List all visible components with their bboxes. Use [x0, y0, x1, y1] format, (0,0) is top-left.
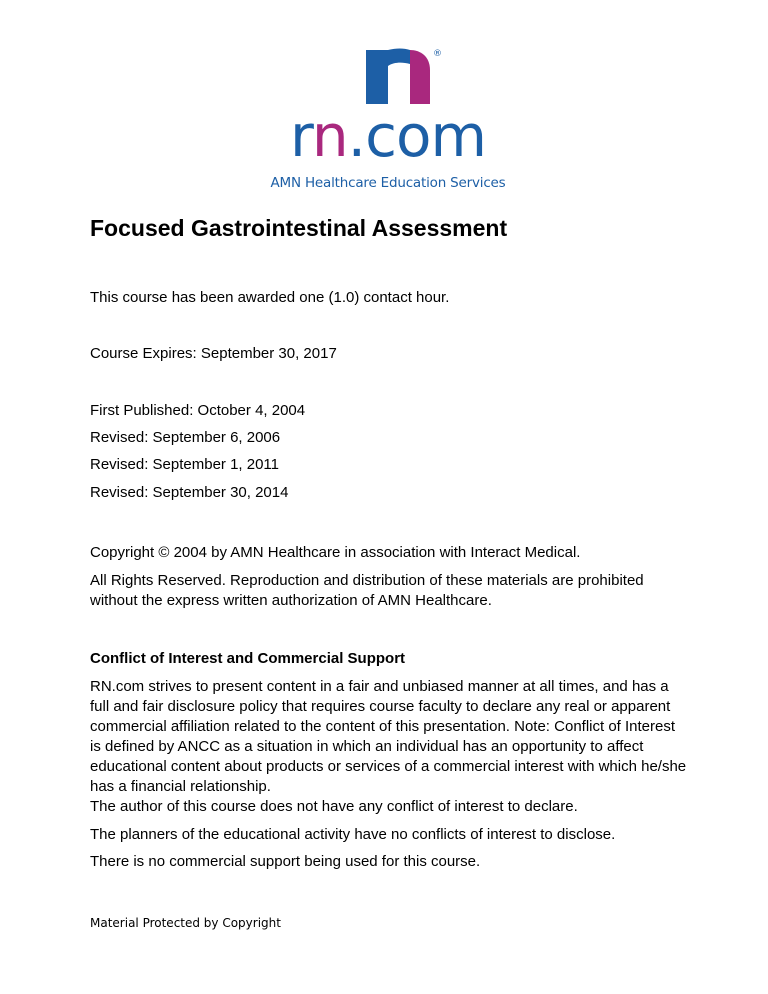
- logo-word-n: n: [311, 102, 348, 170]
- coi-heading: Conflict of Interest and Commercial Support: [90, 650, 406, 667]
- copyright-line: Copyright © 2004 by AMN Healthcare in association with Interact Medical.: [90, 544, 581, 561]
- course-expires: Course Expires: September 30, 2017: [90, 345, 337, 362]
- coi-author: The author of this course does not have any conflict of interest to declare.: [90, 798, 578, 815]
- coi-body: RN.com strives to present content in a fair and unbiased manner at all times, and has a full and fair disclosure policy that requires course faculty to declare any real or apparent commercial affiliation related to the content of this presentation. Note: Conflict of Interest is defined by ANCC as a situation in which an individual has an opportunity to affect educational content about products or services of a commercial interest with which he/she has a financial relationship.: [90, 678, 687, 795]
- history-item: Revised: September 30, 2014: [90, 484, 289, 501]
- logo-r-shape: [366, 50, 388, 104]
- logo-tagline: AMN Healthcare Education Services: [270, 175, 506, 191]
- rn-logo: [268, 42, 508, 194]
- footer-copyright: Material Protected by Copyright: [90, 916, 281, 930]
- coi-support: There is no commercial support being used for this course.: [90, 853, 481, 870]
- history-item: First Published: October 4, 2004: [90, 402, 306, 419]
- rn-logo-mark: [360, 42, 444, 104]
- course-title: Focused Gastrointestinal Assessment: [90, 215, 508, 241]
- rights-statement: All Rights Reserved. Reproduction and distribution of these materials are prohibited without the express written authorization of AMN Healthcare.: [90, 572, 644, 609]
- logo-n-shape: [410, 50, 430, 104]
- contact-hours: This course has been awarded one (1.0) contact hour.: [90, 289, 450, 306]
- coi-planners: The planners of the educational activity have no conflicts of interest to disclose.: [90, 826, 616, 843]
- logo-word-r: r: [290, 102, 312, 170]
- history-item: Revised: September 6, 2006: [90, 429, 281, 446]
- history-item: Revised: September 1, 2011: [90, 456, 280, 473]
- registered-mark: ®: [433, 49, 442, 59]
- logo-wordmark: [268, 104, 508, 168]
- logo-r-arch: [388, 49, 410, 67]
- logo-word-rest: .com: [347, 102, 486, 170]
